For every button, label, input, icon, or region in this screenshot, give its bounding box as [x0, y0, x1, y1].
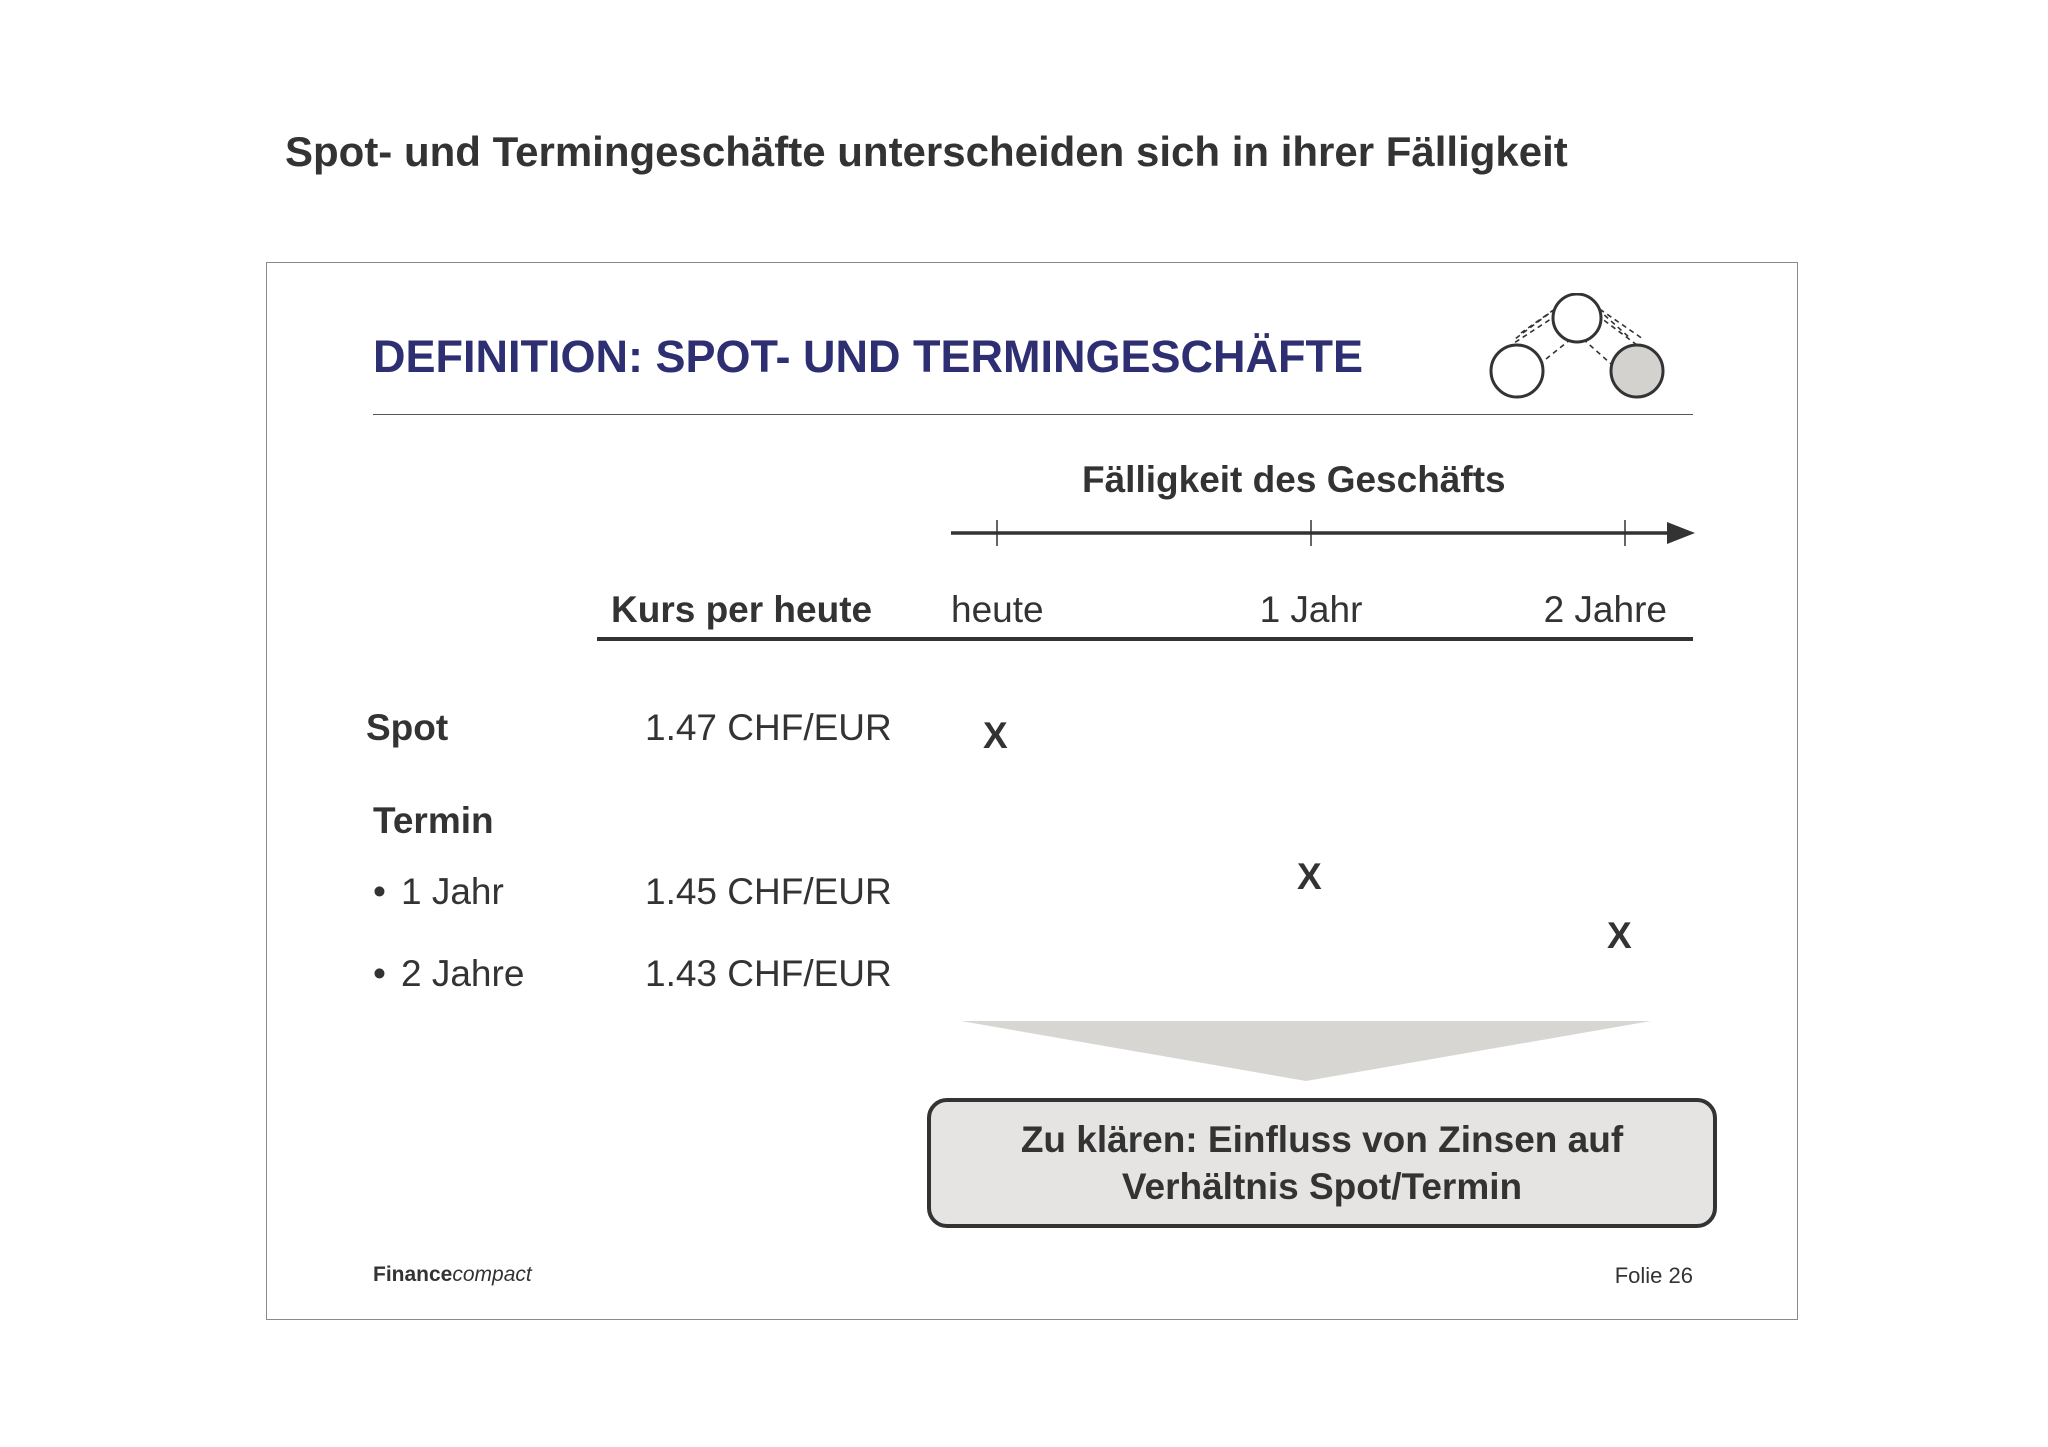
title-divider	[373, 414, 1693, 415]
tick-label-today: heute	[951, 589, 1044, 630]
bullet: •	[373, 953, 386, 994]
column-header-rate: Kurs per heute	[611, 589, 873, 630]
row-label-1-year: 1 Jahr	[401, 871, 504, 912]
rate-spot: 1.47 CHF/EUR	[645, 707, 892, 748]
conclusion-box	[927, 1098, 1717, 1228]
table-header-rule	[597, 637, 1693, 641]
brand-name-strong: Finance	[373, 1263, 453, 1286]
brand-name-light: compact	[452, 1263, 532, 1286]
row-label-spot: Spot	[366, 707, 449, 748]
row-group-termin: Termin	[373, 800, 494, 841]
slide-title: DEFINITION: SPOT- UND TERMINGESCHÄFTE	[373, 331, 1363, 382]
tick-label-2-years: 2 Jahre	[1543, 589, 1667, 630]
mark-2-years: X	[1607, 915, 1632, 956]
bullet: •	[373, 871, 386, 912]
funnel-arrow	[961, 1015, 1661, 1085]
slide	[266, 262, 1798, 1320]
mark-1-year: X	[1297, 856, 1322, 897]
rate-2-years: 1.43 CHF/EUR	[645, 953, 892, 994]
row-label-2-years: 2 Jahre	[401, 953, 525, 994]
rate-1-year: 1.45 CHF/EUR	[645, 871, 892, 912]
network-circles-icon	[1485, 293, 1675, 403]
slide-number: Folie 26	[1614, 1263, 1693, 1288]
conclusion-text: Zu klären: Einfluss von Zinsen auf Verhältnis Spot/Termin	[1020, 1119, 1624, 1207]
axis-title: Fälligkeit des Geschäfts	[1082, 459, 1506, 500]
mark-spot: X	[983, 715, 1008, 756]
brand-logo	[373, 1263, 532, 1287]
page-heading: Spot- und Termingeschäfte unterscheiden sich in ihrer Fälligkeit	[285, 128, 1568, 175]
timeline-arrow	[947, 513, 1707, 553]
tick-label-1-year: 1 Jahr	[1259, 589, 1363, 630]
